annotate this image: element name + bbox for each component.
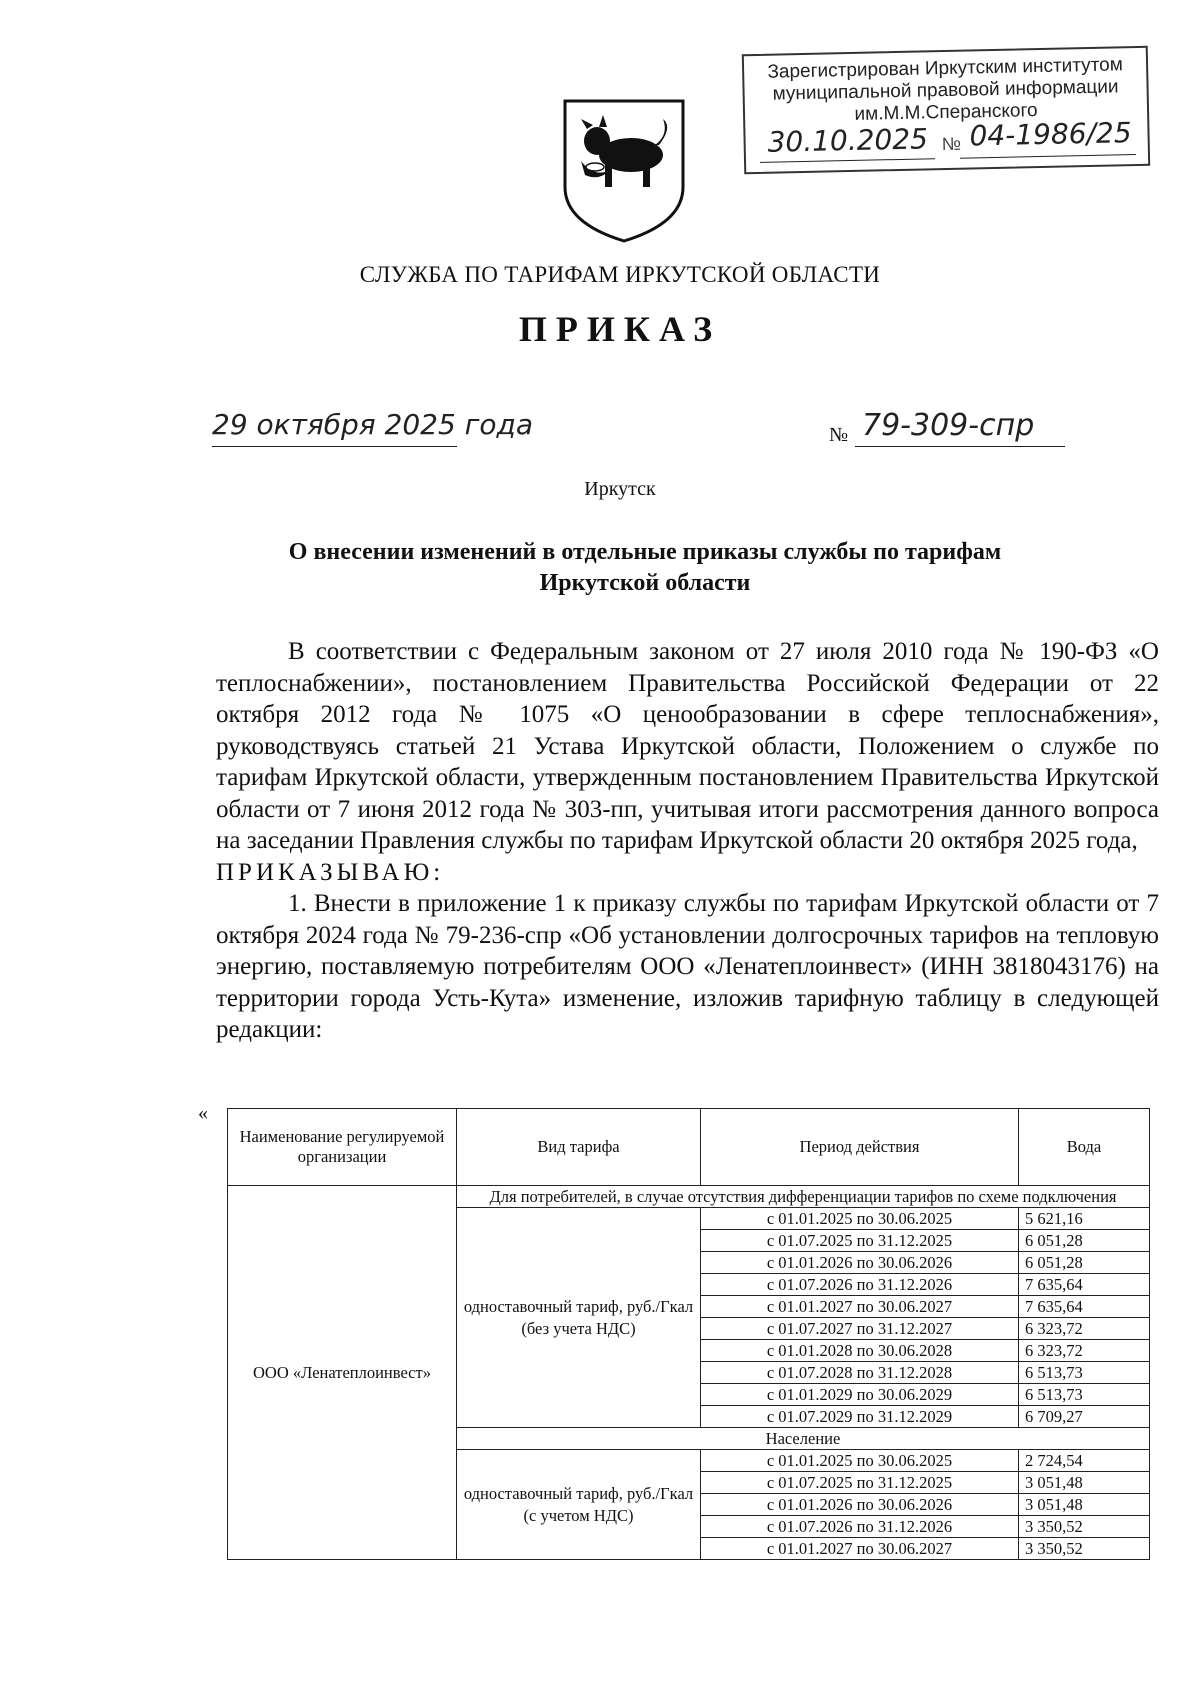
table-row	[228, 1186, 1150, 1208]
value-cell: 6 513,73	[1019, 1384, 1150, 1406]
period-cell: с 01.07.2028 по 31.12.2028	[701, 1362, 1019, 1384]
value-cell: 6 513,73	[1019, 1362, 1150, 1384]
column-header: Вид тарифа	[457, 1109, 701, 1186]
period-cell: с 01.01.2025 по 30.06.2025	[701, 1208, 1019, 1230]
period-cell: с 01.07.2026 по 31.12.2026	[701, 1516, 1019, 1538]
stamp-reg-number: 04-1986/25	[969, 116, 1132, 153]
open-quote: «	[198, 1102, 208, 1124]
document-title: О внесении изменений в отдельные приказы службы по тарифам Иркутской области	[288, 539, 1002, 596]
tariff-table	[227, 1108, 1150, 1560]
value-cell: 6 051,28	[1019, 1230, 1150, 1252]
document-number: 79-309-спр	[862, 408, 1035, 443]
organization-cell: ООО «Ленатеплоинвест»	[228, 1186, 457, 1560]
city: Иркутск	[584, 478, 656, 500]
document-body	[216, 636, 1159, 1046]
period-cell: с 01.01.2028 по 30.06.2028	[701, 1340, 1019, 1362]
paragraph-preamble: В соответствии с Федеральным законом от 27 июля 2010 года № 190-ФЗ «О теплоснабжении», постановлением Правительства Российской Федерации от 22 октября 2012 года № 1075 «О ценообразовании в сфере теплоснабжения», руководствуясь статьей 21 Устава Иркутской области, Положением о службе по тарифам Иркутской области, утвержденным постановлением Правительства Иркутской области от 7 июня 2012 года № 303-пп, учитывая итоги рассмотрения данного вопроса на заседании Правления службы по тарифам Иркутской области 20 октября 2025 года,	[216, 638, 1159, 854]
stamp-line-2: муниципальной правовой информации	[772, 76, 1119, 105]
document-date: 29 октября 2025 года	[212, 408, 534, 441]
value-cell: 6 051,28	[1019, 1252, 1150, 1274]
period-cell: с 01.01.2025 по 30.06.2025	[701, 1450, 1019, 1472]
period-cell: с 01.07.2025 по 31.12.2025	[701, 1230, 1019, 1252]
stamp-line-1: Зарегистрирован Иркутским институтом	[767, 54, 1124, 83]
document-number-label: №	[829, 424, 849, 446]
decree-word: ПРИКАЗЫВАЮ:	[216, 858, 445, 886]
value-cell: 3 051,48	[1019, 1494, 1150, 1516]
period-cell: с 01.01.2026 по 30.06.2026	[701, 1252, 1019, 1274]
column-header: Период действия	[701, 1109, 1019, 1186]
period-cell: с 01.07.2025 по 31.12.2025	[701, 1472, 1019, 1494]
period-cell: с 01.01.2026 по 30.06.2026	[701, 1494, 1019, 1516]
registration-stamp	[742, 46, 1150, 174]
tariff-type-cell: одноставочный тариф, руб./Гкал (без учета НДС)	[457, 1208, 701, 1428]
paragraph-item-1: 1. Внести в приложение 1 к приказу службы по тарифам Иркутской области от 7 октября 2024 года № 79-236-спр «Об установлении долгосрочных тарифов на тепловую энергию, поставляемую потребителям ООО «Ленатеплоинвест» (ИНН 3818043176) на территории города Усть-Кута» изменение, изложив тарифную таблицу в следующей редакции:	[216, 890, 1159, 1043]
organization-name: СЛУЖБА ПО ТАРИФАМ ИРКУТСКОЙ ОБЛАСТИ	[359, 262, 881, 287]
column-header: Наименование регулируемой организации	[228, 1109, 457, 1186]
value-cell: 2 724,54	[1019, 1450, 1150, 1472]
value-cell: 3 350,52	[1019, 1516, 1150, 1538]
period-cell: с 01.07.2026 по 31.12.2026	[701, 1274, 1019, 1296]
section-label: Население	[457, 1428, 1150, 1450]
stamp-reg-date: 30.10.2025	[767, 122, 929, 159]
document-type: ПРИКАЗ	[518, 309, 722, 349]
section-label: Для потребителей, в случае отсутствия дифференциации тарифов по схеме подключения	[457, 1186, 1150, 1208]
value-cell: 5 621,16	[1019, 1208, 1150, 1230]
value-cell: 3 350,52	[1019, 1538, 1150, 1560]
stamp-number-label: №	[941, 133, 962, 155]
stamp-signature-line	[759, 116, 1134, 166]
table-header-row	[228, 1109, 1150, 1186]
column-header: Вода	[1019, 1109, 1150, 1186]
coat-of-arms-icon	[559, 95, 689, 245]
period-cell: с 01.01.2029 по 30.06.2029	[701, 1384, 1019, 1406]
period-cell: с 01.07.2027 по 31.12.2027	[701, 1318, 1019, 1340]
period-cell: с 01.07.2029 по 31.12.2029	[701, 1406, 1019, 1428]
value-cell: 7 635,64	[1019, 1274, 1150, 1296]
value-cell: 6 323,72	[1019, 1318, 1150, 1340]
period-cell: с 01.01.2027 по 30.06.2027	[701, 1538, 1019, 1560]
value-cell: 6 709,27	[1019, 1406, 1150, 1428]
stamp-line-3: им.М.М.Сперанского	[854, 100, 1038, 125]
period-cell: с 01.01.2027 по 30.06.2027	[701, 1296, 1019, 1318]
value-cell: 3 051,48	[1019, 1472, 1150, 1494]
value-cell: 6 323,72	[1019, 1340, 1150, 1362]
value-cell: 7 635,64	[1019, 1296, 1150, 1318]
tariff-type-cell: одноставочный тариф, руб./Гкал (с учетом НДС)	[457, 1450, 701, 1560]
